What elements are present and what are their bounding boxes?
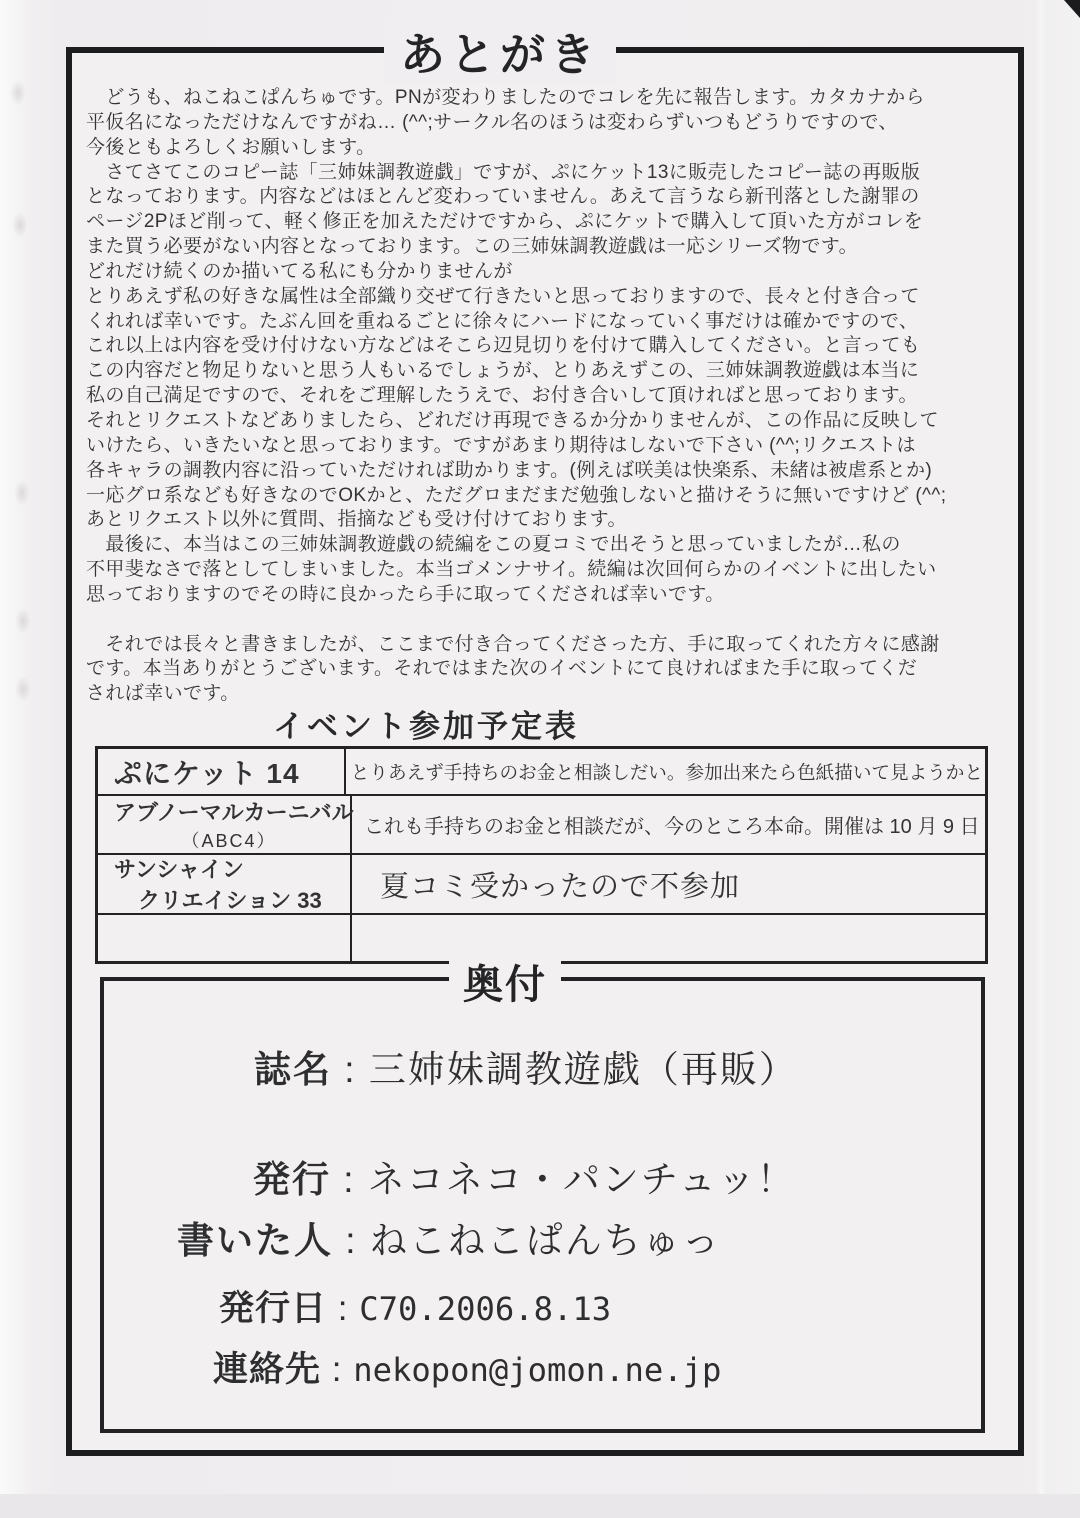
event-note: 夏コミ受かったので不参加 xyxy=(380,870,741,903)
event-name-cell xyxy=(98,749,346,794)
colophon-separator: : xyxy=(332,1049,369,1090)
event-note-cell xyxy=(352,796,985,853)
event-name-cell xyxy=(98,796,352,853)
afterword-line: となっております。内容などはほとんど変わっていません。あえて言うなら新刊落とした謝罪の xyxy=(86,186,920,208)
event-name: アブノーマルカーニバル xyxy=(114,800,354,825)
afterword-line: 平仮名になっただけなんですがね… (^^;サークル名のほうは変わらずいつもどうりですので、 xyxy=(86,111,898,133)
afterword-line: 各キャラの調教内容に沿っていただければ助かります。(例えば咲美は快楽系、未緒は被虐系とか) xyxy=(86,459,933,481)
paper-shadow xyxy=(0,1494,1080,1518)
colophon-label: 発行 xyxy=(253,1159,331,1200)
colophon-heading: 奥付 xyxy=(449,953,561,1010)
afterword-line: 今後ともよろしくお願いします。 xyxy=(86,136,376,158)
colophon-entry-title xyxy=(254,1039,798,1093)
event-name-cell xyxy=(98,915,352,961)
colophon-separator: : xyxy=(321,1350,354,1389)
afterword-line: ページ2Pほど削って、軽く修正を加えただけですから、ぷにケットで購入して頂いた方がコレを xyxy=(86,211,924,233)
event-name: ぷにケット 14 xyxy=(114,757,300,789)
colophon-label: 書いた人 xyxy=(177,1220,333,1261)
table-row xyxy=(98,796,985,855)
afterword-line: どうも、ねこねこぱんちゅです。PNが変わりましたのでコレを先に報告します。カタカナから xyxy=(86,87,925,108)
afterword-line: です。本当ありがとうございます。それではまた次のイベントにて良ければまた手に取ってくだ xyxy=(86,658,918,680)
colophon-label: 誌名 xyxy=(254,1049,332,1090)
colophon-value: C70.2006.8.13 xyxy=(359,1290,612,1328)
colophon-value: ねこねこぱんちゅっ xyxy=(369,1220,721,1261)
afterword-line: どれだけ続くのか描いてる私にも分かりませんが xyxy=(86,260,513,282)
event-note-cell xyxy=(346,749,985,794)
afterword-line: この内容だと物足りないと思う人もいるでしょうが、とりあえずこの、三姉妹調教遊戯は本当に xyxy=(86,360,920,382)
event-name-cell xyxy=(98,855,352,913)
colophon-value: nekopon@jomon.ne.jp xyxy=(353,1351,722,1389)
paper-crease xyxy=(1036,0,1046,1518)
table-row xyxy=(98,855,985,915)
colophon-entry-date xyxy=(219,1281,611,1331)
event-note-cell xyxy=(352,915,985,961)
colophon-separator: : xyxy=(333,1220,370,1261)
event-note: これも手持ちのお金と相談だが、今のところ本命。開催は 10 月 9 日 xyxy=(364,816,980,838)
afterword-line: されば幸いです。 xyxy=(86,683,240,705)
colophon-entry-author xyxy=(177,1210,721,1264)
punch-hole-mark xyxy=(10,80,26,106)
event-name-sub: （ABC4） xyxy=(181,831,277,851)
colophon-entry-publisher xyxy=(253,1149,796,1203)
page-title: あとがき xyxy=(384,18,616,83)
afterword-line: 私の自己満足ですので、それをご理解したうえで、お付き合いして頂ければと思っております。 xyxy=(86,385,918,407)
table-row xyxy=(98,749,985,796)
afterword-line: 不甲斐なさで落としてしまいました。本当ゴメンナサイ。続編は次回何らかのイベントに出したい xyxy=(86,559,937,581)
afterword-line: これ以上は内容を受け付けない方などはそこら辺見切りを付けて購入してください。と言っても xyxy=(86,335,921,357)
scan-corner-mark xyxy=(1064,0,1080,18)
colophon-separator: : xyxy=(331,1159,368,1200)
colophon-label: 連絡先 xyxy=(213,1350,322,1389)
colophon-value: ネコネコ・パンチュッ！ xyxy=(367,1159,796,1200)
afterword-line: それでは長々と書きましたが、ここまで付き合ってくださった方、手に取ってくれた方々に感謝 xyxy=(86,633,940,655)
punch-hole-mark xyxy=(14,480,30,506)
event-schedule-heading: イベント参加予定表 xyxy=(273,709,579,744)
afterword-line: あとリクエスト以外に質問、指摘なども受け付けております。 xyxy=(86,509,627,531)
afterword-line: いけたら、いきたいなと思っております。ですがあまり期待はしないで下さい (^^;リクエストは xyxy=(86,434,916,456)
event-note-cell xyxy=(352,855,985,913)
afterword-line xyxy=(86,608,998,633)
afterword-line: さてさてこのコピー誌「三姉妹調教遊戯」ですが、ぷにケット13に販売したコピー誌の再販版 xyxy=(86,161,921,183)
afterword-line: 最後に、本当はこの三姉妹調教遊戯の続編をこの夏コミで出そうと思っていましたが…私の xyxy=(86,534,901,556)
afterword-line: 思っておりますのでその時に良かったら手に取ってくだされば幸いです。 xyxy=(86,583,725,605)
afterword-line: 一応グロ系なども好きなのでOKかと、ただグロまだまだ勉強しないと描けそうに無いですけど (^^; xyxy=(86,484,947,506)
event-name-sub: クリエイション 33 xyxy=(138,888,322,913)
event-name: サンシャイン xyxy=(114,857,244,882)
event-note: とりあえず手持ちのお金と相談しだい。参加出来たら色紙描いて見ようかと xyxy=(350,761,983,783)
colophon-label: 発行日 xyxy=(219,1289,328,1328)
afterword-text xyxy=(86,86,998,707)
afterword-line: くれれば幸いです。たぶん回を重ねるごとに徐々にハードになっていく事だけは確かですので、 xyxy=(86,310,919,332)
punch-hole-mark xyxy=(15,608,31,634)
afterword-line: また買う必要がない内容となっております。この三姉妹調教遊戯は一応シリーズ物です。 xyxy=(86,236,859,258)
punch-hole-mark xyxy=(15,676,31,702)
colophon-value: 三姉妹調教遊戯（再販） xyxy=(368,1049,798,1090)
punch-hole-mark xyxy=(12,212,28,238)
colophon-separator: : xyxy=(327,1289,360,1328)
colophon-entry-contact xyxy=(213,1342,721,1392)
afterword-line: とりあえず私の好きな属性は全部織り交ぜて行きたいと思っておりますので、長々と付き合って xyxy=(86,285,920,307)
event-schedule-table xyxy=(95,746,988,964)
afterword-line: それとリクエストなどありましたら、どれだけ再現できるか分かりませんが、この作品に反映して xyxy=(86,409,939,431)
